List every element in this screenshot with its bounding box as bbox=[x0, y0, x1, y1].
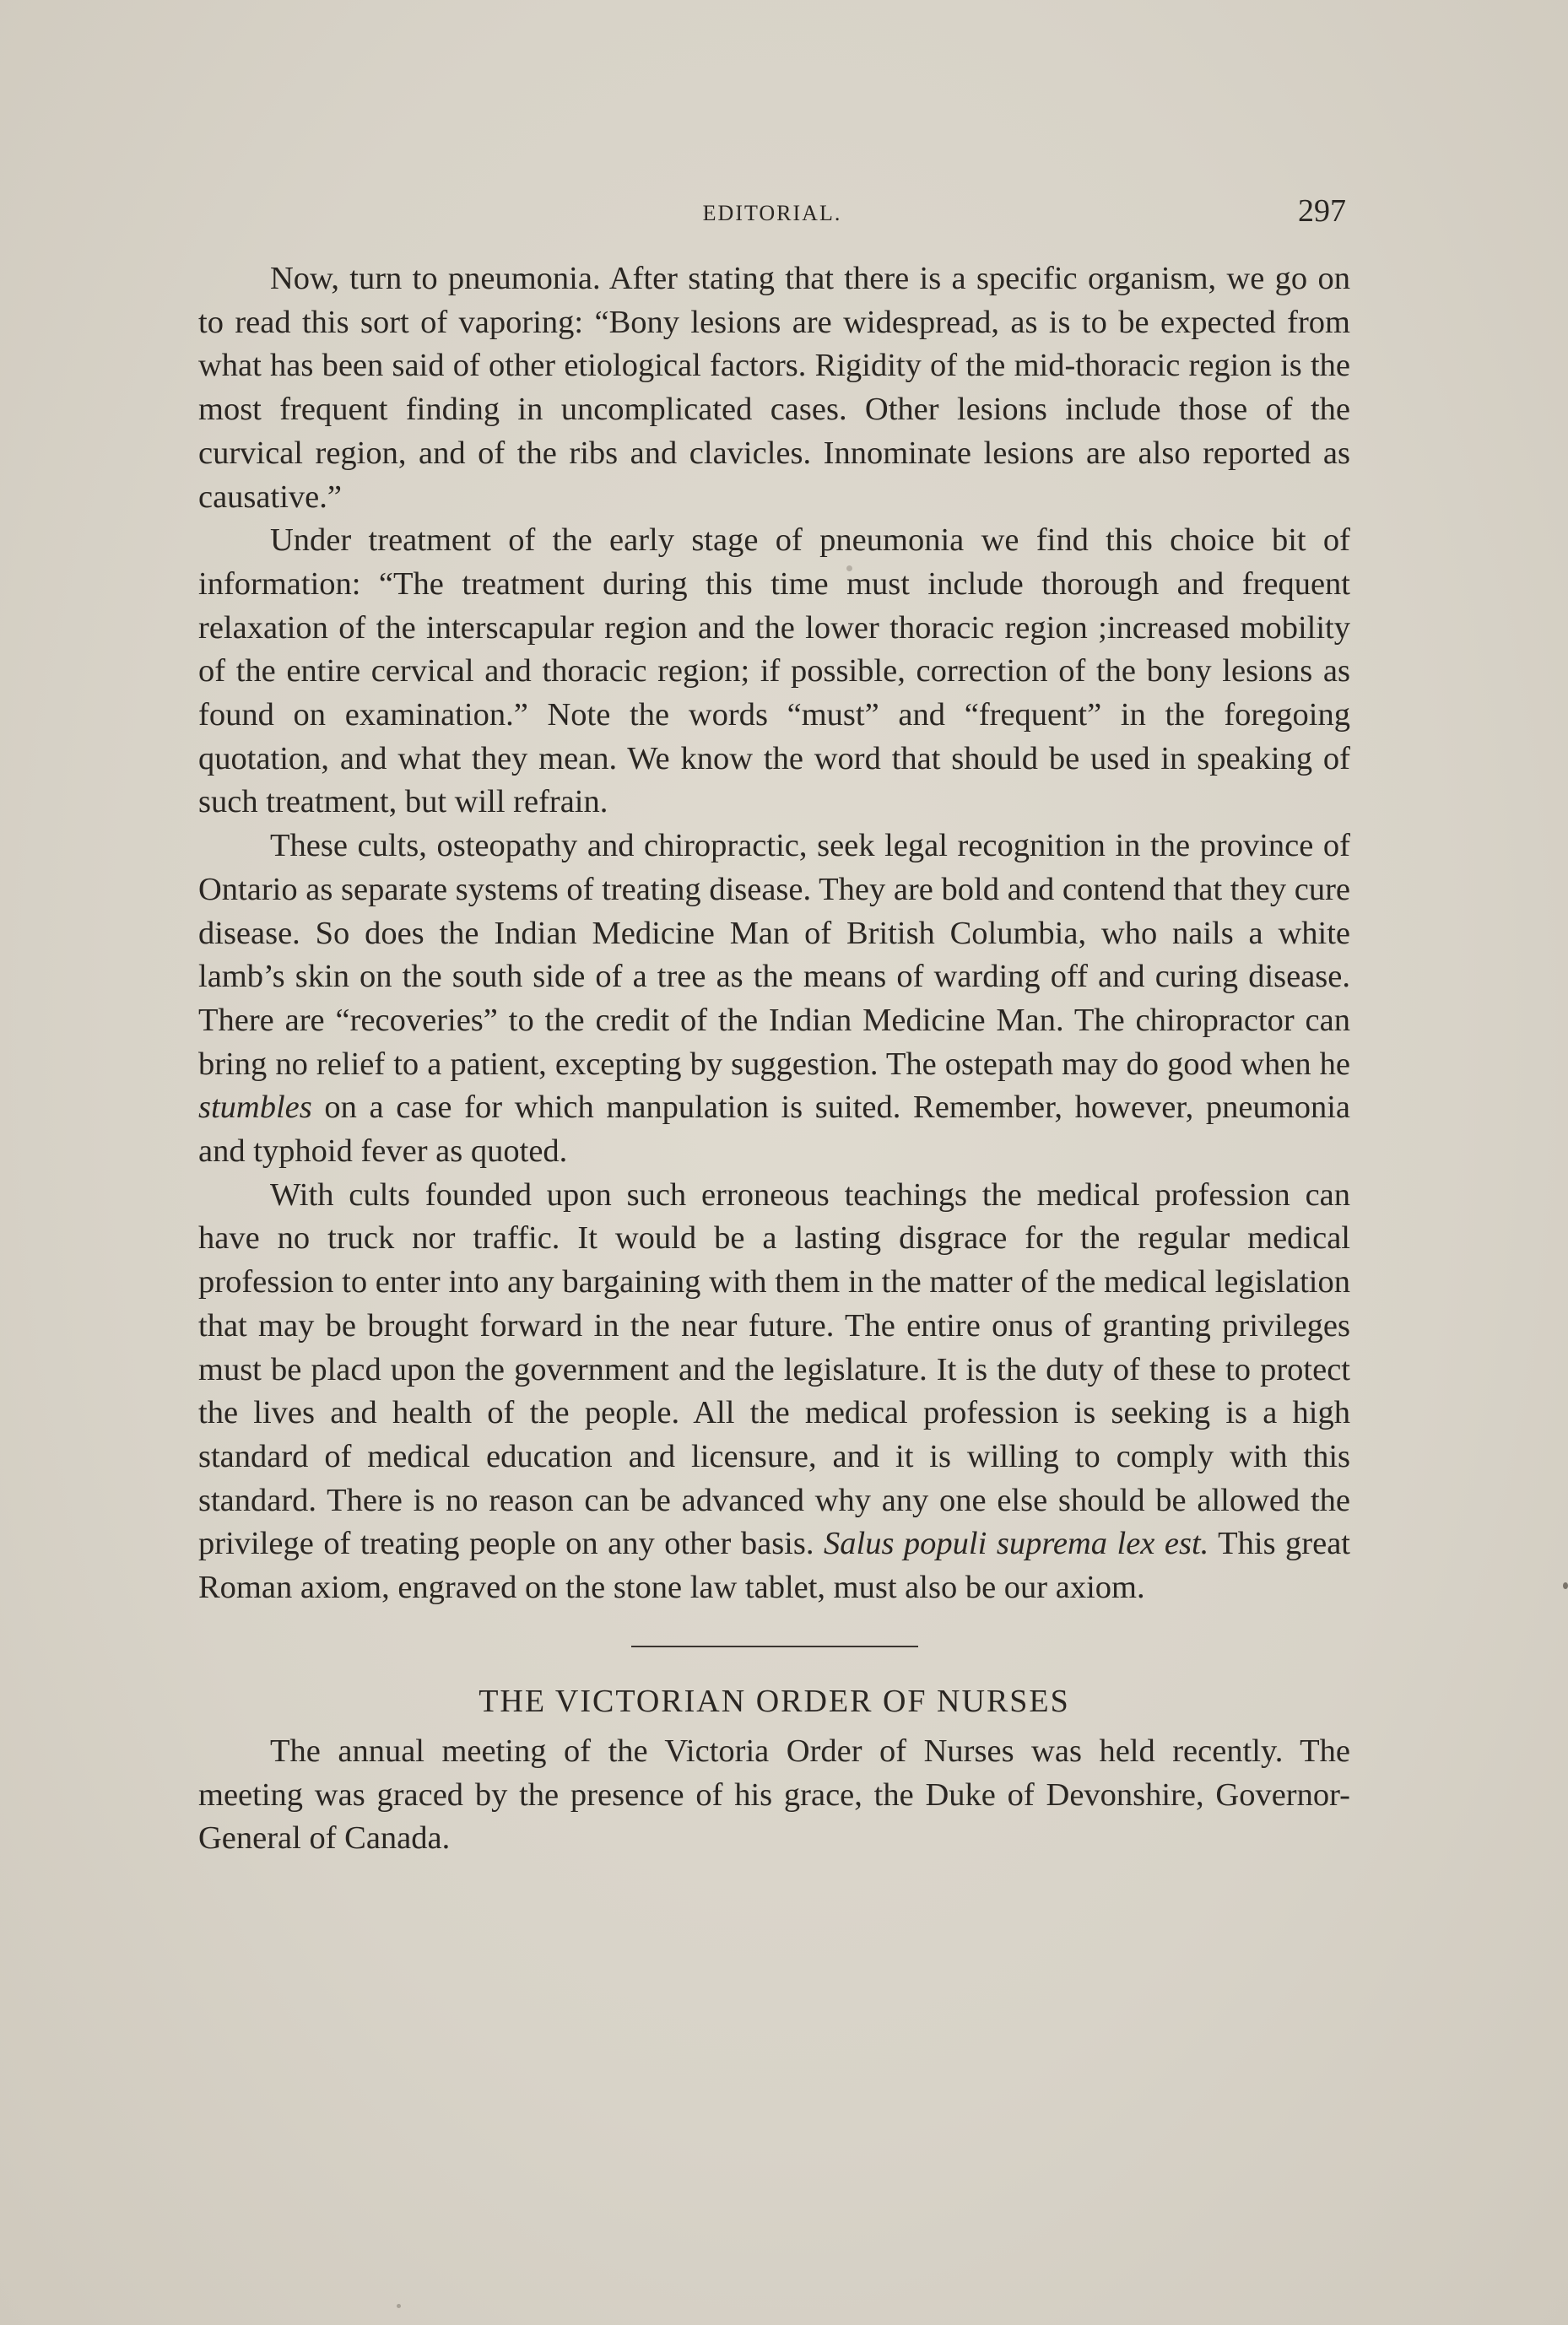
paragraph bbox=[198, 1174, 1350, 1610]
paragraph-text: These cults, osteopathy and chiropractic, seek legal recognition in the province of Ontario as separate systems of treating disease. They are bold and contend that they cure disease. So does the Indian Medicine Man of British Columbia, who nails a white lamb’s skin on the south side of a tree as the means of warding off and curing disease. There are “recoveries” to the credit of the Indian Medicine Man. The chiropractor can bring no relief to a patient, excepting by suggestion. The ostepath may do good when he bbox=[198, 828, 1350, 1082]
latin-maxim: Salus populi suprema lex est. bbox=[824, 1526, 1209, 1562]
paragraph-text: With cults founded upon such erroneous teachings the medical profession can have no truck nor traffic. It would be a lasting disgrace for the regular medical profession to enter into any bargaining with them in the matter of the medical legislation that may be brought forward in the near future. The entire onus of granting privileges must be placd upon the government and the legislature. It is the duty of these to protect the lives and health of the people. All the medical profession is seeking is a high standard of medical education and licensure, and it is willing to comply with this standard. There is no reason can be advanced why any one else should be allowed the privilege of treating people on any other basis. bbox=[198, 1176, 1350, 1562]
paper-speck bbox=[1563, 1582, 1568, 1589]
running-head: EDITORIAL. bbox=[702, 201, 842, 225]
paragraph-text: on a case for which manpulation is suited. Remember, however, pneumonia and typhoid fever as quoted. bbox=[198, 1090, 1350, 1170]
paragraph: Now, turn to pneumonia. After stating that there is a specific organism, we go on to read this sort of vaporing: “Bony lesions are widespread, as is to be expected from what has been said of other etiological factors. Rigidity of the mid-thoracic region is the most frequent finding in uncomplicated cases. Other lesions include those of the curvical region, and of the ribs and clavicles. Innominate lesions are also reported as causative.” bbox=[198, 261, 1350, 515]
paragraph bbox=[198, 825, 1350, 1174]
page-number: 297 bbox=[1298, 193, 1346, 229]
section-title: THE VICTORIAN ORDER OF NURSES bbox=[479, 1683, 1070, 1719]
emphasized-word: stumbles bbox=[198, 1090, 312, 1126]
paragraph-text: This great Roman axiom, engraved on the stone law tablet, must also be our axiom. bbox=[198, 1526, 1351, 1606]
editorial-body bbox=[198, 257, 1350, 1861]
page-header bbox=[198, 192, 1346, 235]
paragraph: The annual meeting of the Victoria Order of Nurses was held recently. The meeting was graced by the presence of his grace, the Duke of Devonshire, Governor-General of Canada. bbox=[198, 1733, 1350, 1857]
paragraph: Under treatment of the early stage of pneumonia we find this choice bit of information: “The treatment during this time must include thorough and frequent relaxation of the interscapular region and the lower thoracic region ;increased mobility of the entire cervical and thoracic region; if possible, correction of the bony lesions as found on examination.” Note the words “must” and “frequent” in the foregoing quotation, and what they mean. We know the word that should be used in speaking of such treatment, but will refrain. bbox=[198, 522, 1350, 820]
paper-speck bbox=[397, 2304, 401, 2308]
section-divider bbox=[631, 1646, 918, 1647]
